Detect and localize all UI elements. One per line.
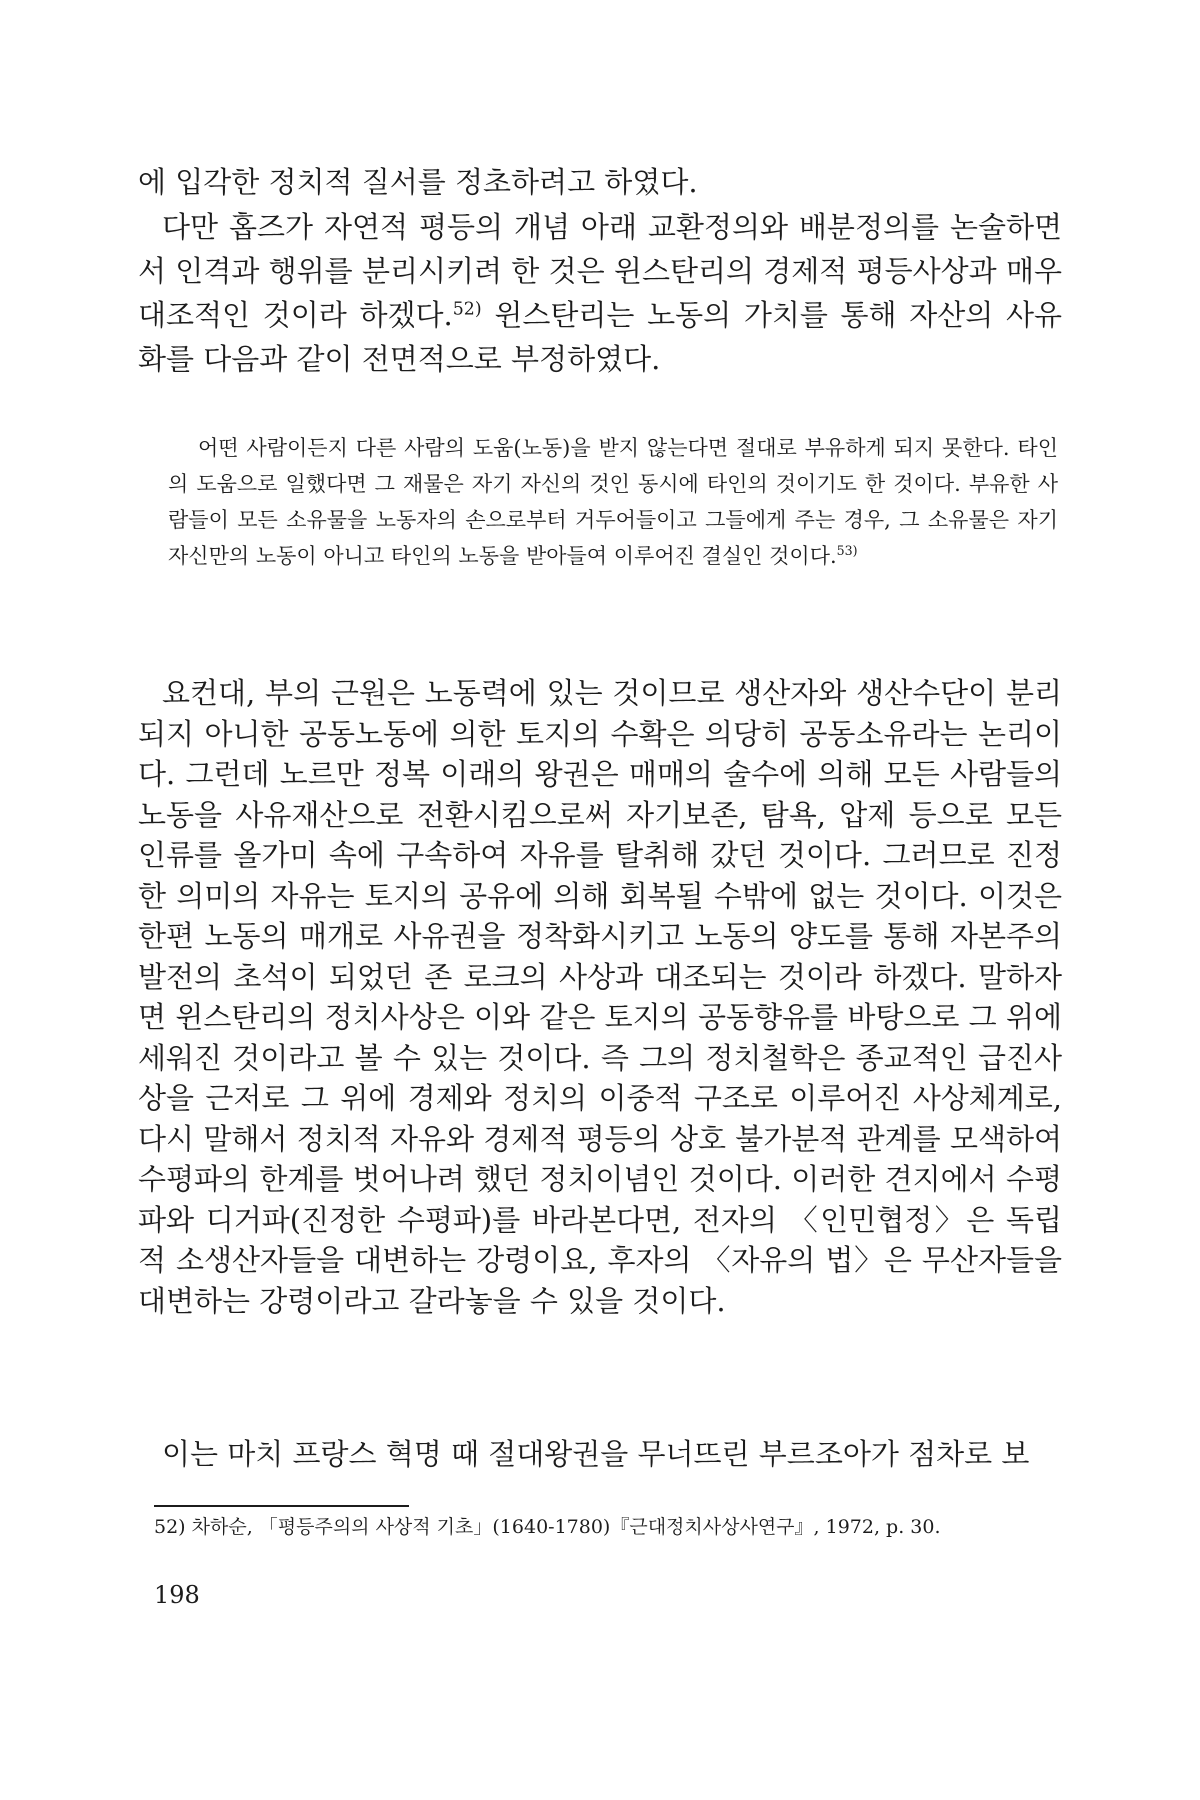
paragraph-2-continued: 윈스탄리는 노동의 가치를 통해 자산의 사유화를 다음과 같이 전면적으로 부정하였다. (138, 298, 1063, 376)
footnote-ref-53: 53) (836, 543, 858, 558)
paragraph-1: 에 입각한 정치적 질서를 정초하려고 하였다. (138, 165, 698, 199)
paragraph-4: 이는 마치 프랑스 혁명 때 절대왕권을 무너뜨린 부르조아가 점차로 보 (162, 1437, 1030, 1471)
footnote-52: 52) 차하순, 「평등주의의 사상적 기초」(1640-1780)『근대정치사상사연구』, 1972, p. 30. (154, 1516, 941, 1538)
paragraph-2 (138, 205, 1062, 381)
page-number: 198 (154, 1581, 200, 1609)
footnote-divider (154, 1505, 409, 1507)
paragraph-2-text: 다만 홉즈가 자연적 평등의 개념 아래 교환정의와 배분정의를 논술하면서 인격과 행위를 분리시키려 한 것은 윈스탄리의 경제적 평등사상과 매우 대조적인 것이라 하겠다. (138, 210, 1062, 332)
footnote-ref-52: 52) (452, 299, 482, 320)
block-quote-text: 어떤 사람이든지 다른 사람의 도움(노동)을 받지 않는다면 절대로 부유하게 되지 못한다. 타인의 도움으로 일했다면 그 재물은 자기 자신의 것인 동시에 타인의 것이기도 한 것이다. 부유한 사람들이 모든 소유물을 노동자의 손으로부터 거두어들이고 그들에게 주는 경우, 그 소유물은 자기 자신만의 노동이 아니고 타인의 노동을 받아들여 이루어진 결실인 것이다. (168, 436, 1058, 568)
block-quote (168, 430, 1058, 574)
paragraph-3: 요컨대, 부의 근원은 노동력에 있는 것이므로 생산자와 생산수단이 분리되지 아니한 공동노동에 의한 토지의 수확은 의당히 공동소유라는 논리이다. 그런데 노르만 정복 이래의 왕권은 매매의 술수에 의해 모든 사람들의 노동을 사유재산으로 전환시킴으로써 자기보존, 탐욕, 압제 등으로 모든 인류를 올가미 속에 구속하여 자유를 탈취해 갔던 것이다. 그러므로 진정한 의미의 자유는 토지의 공유에 의해 회복될 수밖에 없는 것이다. 이것은 한편 노동의 매개로 사유권을 정착화시키고 노동의 양도를 통해 자본주의 발전의 초석이 되었던 존 로크의 사상과 대조되는 것이라 하겠다. 말하자면 윈스탄리의 정치사상은 이와 같은 토지의 공동향유를 바탕으로 그 위에 세워진 것이라고 볼 수 있는 것이다. 즉 그의 정치철학은 종교적인 급진사상을 근저로 그 위에 경제와 정치의 이중적 구조로 이루어진 사상체계로, 다시 말해서 정치적 자유와 경제적 평등의 상호 불가분적 관계를 모색하여 수평파의 한계를 벗어나려 했던 정치이념인 것이다. 이러한 견지에서 수평파와 디거파(진정한 수평파)를 바라본다면, 전자의 〈인민협정〉은 독립적 소생산자들을 대변하는 강령이요, 후자의 〈자유의 법〉은 무산자들을 대변하는 강령이라고 갈라놓을 수 있을 것이다. (138, 676, 1062, 1318)
